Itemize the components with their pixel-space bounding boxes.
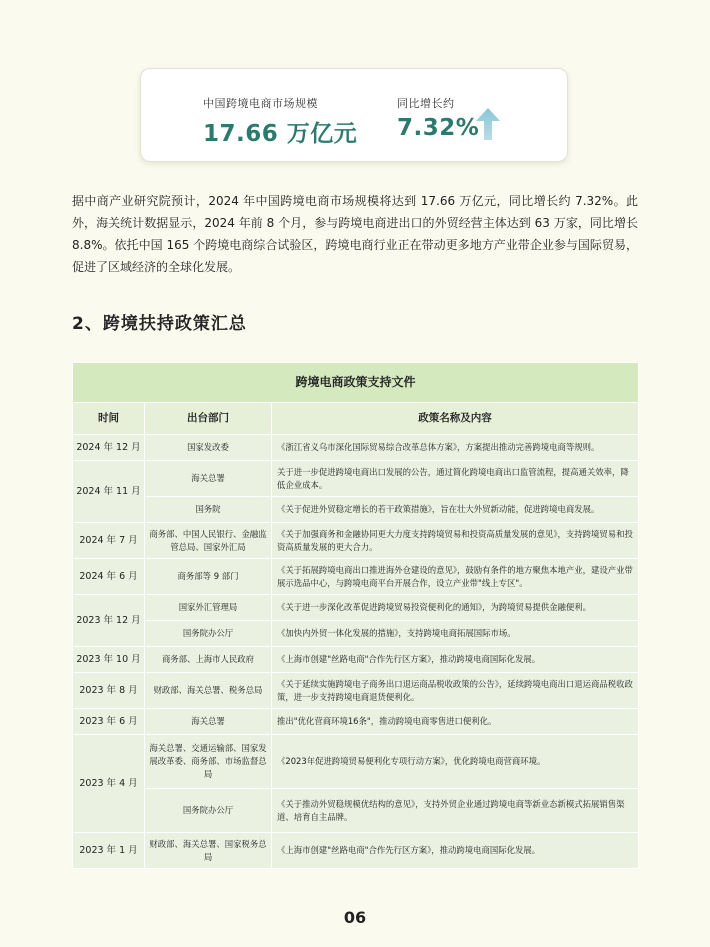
row-content: 《关于拓展跨境电商出口推进海外仓建设的意见》，鼓励有条件的地方聚焦本地产业，建设产业带展示选品中心，与跨境电商平台开展合作，设立产业带"线上专区"。: [272, 559, 639, 595]
row-content: 《上海市创建"丝路电商"合作先行区方案》，推动跨境电商国际化发展。: [272, 833, 639, 869]
row-time: 2023 年 1 月: [73, 833, 145, 869]
row-dept: 国家外汇管理局: [145, 595, 272, 621]
market-size-label: 中国跨境电商市场规模: [203, 97, 318, 110]
header-dept: 出台部门: [145, 403, 272, 435]
row-content: 《关于进一步深化改革促进跨境贸易投资便利化的通知》，为跨境贸易提供金融便利。: [272, 595, 639, 621]
row-time: 2024 年 7 月: [73, 523, 145, 559]
row-time: 2023 年 10 月: [73, 647, 145, 673]
header-content: 政策名称及内容: [272, 403, 639, 435]
growth-rate-value: 7.32%: [397, 115, 480, 141]
growth-rate-label: 同比增长约: [397, 97, 455, 110]
row-dept: 海关总署: [145, 461, 272, 497]
table-row: [73, 833, 639, 869]
row-time: 2023 年 6 月: [73, 709, 145, 735]
table-row: [73, 497, 639, 523]
row-dept: 国务院办公厅: [145, 621, 272, 647]
row-dept: 国家发改委: [145, 435, 272, 461]
row-content: 《加快内外贸一体化发展的措施》，支持跨境电商拓展国际市场。: [272, 621, 639, 647]
table-row: [73, 461, 639, 497]
row-content: 关于进一步促进跨境电商出口发展的公告，通过简化跨境电商出口监管流程，提高通关效率，降低企业成本。: [272, 461, 639, 497]
up-arrow-icon: [475, 107, 501, 141]
row-dept: 财政部、海关总署、税务总局: [145, 673, 272, 709]
section-title: 2、跨境扶持政策汇总: [72, 314, 247, 334]
row-time: 2023 年 12 月: [73, 595, 145, 647]
table-row: [73, 523, 639, 559]
table-row: [73, 595, 639, 621]
table-row: [73, 673, 639, 709]
row-dept: 商务部、中国人民银行、金融监管总局、国家外汇局: [145, 523, 272, 559]
row-time: 2024 年 12 月: [73, 435, 145, 461]
table-row: [73, 647, 639, 673]
row-dept: 海关总署: [145, 709, 272, 735]
table-row: [73, 709, 639, 735]
intro-paragraph: 据中商产业研究院预计，2024 年中国跨境电商市场规模将达到 17.66 万亿元，同比增长约 7.32%。此外，海关统计数据显示，2024 年前 8 个月，参与跨境电商进出口的外贸经营主体达到 63 万家，同比增长 8.8%。依托中国 165 个跨境电商综合试验区，跨境电商行业正在带动更多地方产业带企业参与国际贸易，促进了区域经济的全球化发展。: [72, 194, 638, 274]
row-content: 《关于加强商务和金融协同更大力度支持跨境贸易和投资高质量发展的意见》，支持跨境贸易和投资高质量发展的更大合力。: [272, 523, 639, 559]
row-content: 《关于促进外贸稳定增长的若干政策措施》，旨在壮大外贸新动能，促进跨境电商发展。: [272, 497, 639, 523]
row-dept: 财政部、海关总署、国家税务总局: [145, 833, 272, 869]
page-number: 06: [343, 908, 367, 927]
row-time: 2023 年 4 月: [73, 735, 145, 833]
row-time: 2023 年 8 月: [73, 673, 145, 709]
row-dept: 商务部等 9 部门: [145, 559, 272, 595]
row-content: 《关于推动外贸稳规模优结构的意见》，支持外贸企业通过跨境电商等新业态新模式拓展销售渠道、培育自主品牌。: [272, 789, 639, 833]
growth-rate-stat: [397, 95, 479, 141]
table-row: [73, 559, 639, 595]
row-time: 2024 年 6 月: [73, 559, 145, 595]
market-size-value: 17.66 万亿元: [203, 121, 358, 147]
policy-table: [72, 362, 639, 869]
row-dept: 国务院办公厅: [145, 789, 272, 833]
row-content: 推出"优化营商环境16条"，推动跨境电商零售进口便利化。: [272, 709, 639, 735]
row-content: 《关于延续实施跨境电子商务出口退运商品税收政策的公告》，延续跨境电商出口退运商品税收政策，进一步支持跨境电商退货便利化。: [272, 673, 639, 709]
table-row: [73, 789, 639, 833]
table-caption: 跨境电商政策支持文件: [73, 363, 639, 403]
table-row: [73, 435, 639, 461]
row-dept: 商务部、上海市人民政府: [145, 647, 272, 673]
row-time: 2024 年 11 月: [73, 461, 145, 523]
market-stat-card: [140, 68, 568, 162]
header-time: 时间: [73, 403, 145, 435]
row-dept: 海关总署、交通运输部、国家发展改革委、商务部、市场监督总局: [145, 735, 272, 789]
row-content: 《上海市创建"丝路电商"合作先行区方案》，推动跨境电商国际化发展。: [272, 647, 639, 673]
table-row: [73, 735, 639, 789]
row-dept: 国务院: [145, 497, 272, 523]
market-size-stat: [203, 95, 357, 148]
table-row: [73, 621, 639, 647]
row-content: 《浙江省义乌市深化国际贸易综合改革总体方案》，方案提出推动完善跨境电商等规则。: [272, 435, 639, 461]
row-content: 《2023年促进跨境贸易便利化专项行动方案》，优化跨境电商营商环境。: [272, 735, 639, 789]
